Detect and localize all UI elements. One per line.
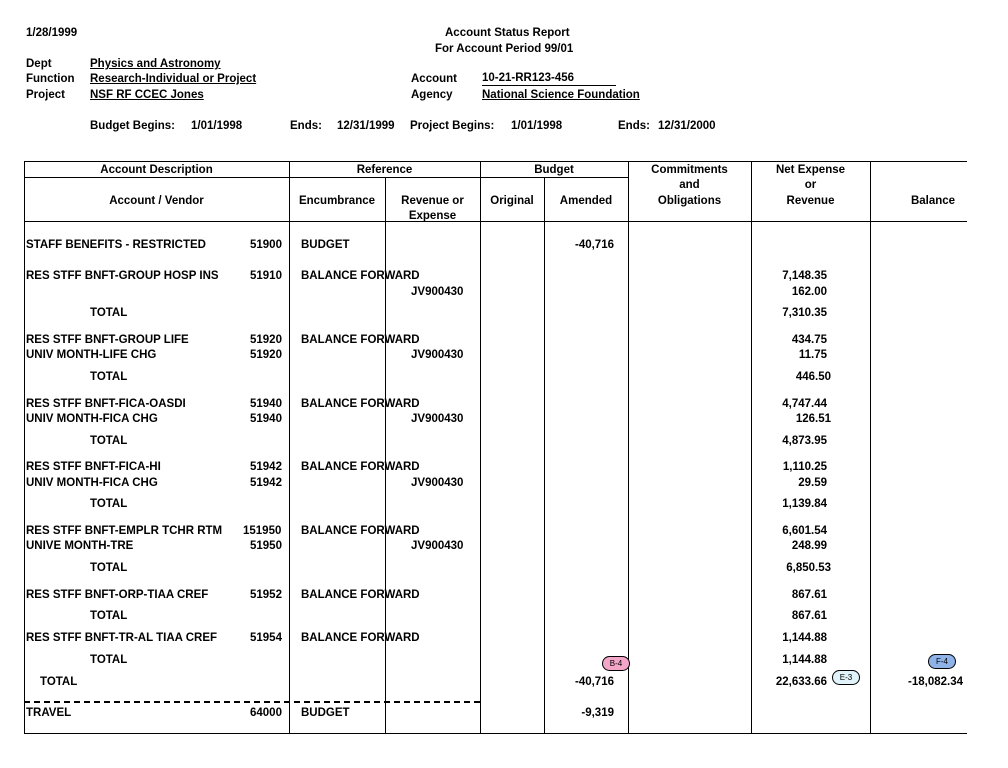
dept-label: Dept — [26, 58, 52, 70]
row-net: 1,139.84 — [782, 498, 827, 510]
row-code: 51910 — [250, 270, 282, 282]
col-expense: Expense — [408, 210, 457, 222]
row-encumbrance: BALANCE FORWARD — [301, 270, 420, 282]
row-desc: RES STFF BNFT-GROUP HOSP INS — [26, 270, 219, 282]
row-revenue-ref: JV900430 — [411, 349, 464, 361]
row-code: 51950 — [250, 540, 282, 552]
row-desc: UNIVE MONTH-TRE — [26, 540, 134, 552]
row-desc: RES STFF BNFT-TR-AL TIAA CREF — [26, 632, 218, 644]
col-account-vendor: Account / Vendor — [109, 195, 204, 207]
row-encumbrance: BALANCE FORWARD — [301, 334, 420, 346]
budget-begins-value: 1/01/1998 — [191, 120, 243, 132]
row-net: 4,873.95 — [782, 435, 827, 447]
row-net: 126.51 — [795, 413, 831, 425]
project-value: NSF RF CCEC Jones — [90, 89, 204, 101]
report-date: 1/28/1999 — [26, 27, 78, 39]
row-desc: UNIV MONTH-FICA CHG — [26, 413, 158, 425]
row-net: 446.50 — [795, 371, 831, 383]
row-amended: -40,716 — [574, 239, 614, 251]
budget-begins-label: Budget Begins: — [90, 120, 175, 132]
row-net: 6,850.53 — [786, 562, 831, 574]
grand-total-net: 22,633.66 — [775, 676, 827, 688]
row-net: 4,747.44 — [782, 398, 827, 410]
report-period: For Account Period 99/01 — [435, 43, 574, 55]
row-net: 7,148.35 — [782, 270, 827, 282]
row-desc: TOTAL — [90, 610, 128, 622]
badge-b4: B-4 — [602, 656, 630, 671]
row-net: 1,144.88 — [782, 632, 827, 644]
grand-total-amended: -40,716 — [574, 676, 614, 688]
project-begins-label: Project Begins: — [410, 120, 495, 132]
function-value: Research-Individual or Project — [90, 73, 257, 85]
col-net-revenue: Revenue — [786, 195, 835, 207]
col-reference: Reference — [356, 164, 413, 176]
row-code: 51942 — [250, 477, 282, 489]
row-code: 51942 — [250, 461, 282, 473]
row-revenue-ref: JV900430 — [411, 286, 464, 298]
row-desc: TOTAL — [90, 562, 128, 574]
row-encumbrance: BALANCE FORWARD — [301, 461, 420, 473]
row-encumbrance: BALANCE FORWARD — [301, 398, 420, 410]
project-label: Project — [26, 89, 65, 101]
row-encumbrance: BALANCE FORWARD — [301, 589, 420, 601]
row-revenue-ref: JV900430 — [411, 477, 464, 489]
row-code: 51900 — [250, 239, 282, 251]
row-encumbrance: BALANCE FORWARD — [301, 632, 420, 644]
row-desc: RES STFF BNFT-FICA-HI — [26, 461, 161, 473]
project-begins-value: 1/01/1998 — [511, 120, 563, 132]
dept-value: Physics and Astronomy — [90, 58, 221, 70]
row-desc: TOTAL — [90, 498, 128, 510]
row-code: 51952 — [250, 589, 282, 601]
row-revenue-ref: JV900430 — [411, 540, 464, 552]
col-net-expense: Net Expense — [775, 164, 846, 176]
badge-f4: F-4 — [928, 654, 956, 669]
project-ends-value: 12/31/2000 — [658, 120, 716, 132]
row-encumbrance: BALANCE FORWARD — [301, 525, 420, 537]
row-net: 6,601.54 — [782, 525, 827, 537]
report-title: Account Status Report — [445, 27, 570, 39]
row-desc: UNIV MONTH-LIFE CHG — [26, 349, 157, 361]
agency-label: Agency — [411, 89, 453, 101]
row-net: 1,110.25 — [782, 461, 827, 473]
row-net: 867.61 — [791, 589, 827, 601]
col-commitments-and: and — [679, 179, 700, 191]
col-commitments: Commitments — [651, 164, 728, 176]
row-code: 151950 — [243, 525, 282, 537]
row-code: 51954 — [250, 632, 282, 644]
row-code: 51920 — [250, 334, 282, 346]
row-net: 162.00 — [791, 286, 827, 298]
col-balance: Balance — [910, 195, 956, 207]
row-desc: TOTAL — [90, 654, 128, 666]
row-code: 64000 — [250, 707, 282, 719]
agency-value: National Science Foundation — [482, 89, 640, 101]
row-net: 248.99 — [791, 540, 827, 552]
row-desc: TOTAL — [90, 307, 128, 319]
row-net: 434.75 — [791, 334, 827, 346]
col-original: Original — [490, 195, 534, 207]
col-revenue-or: Revenue or — [401, 195, 464, 207]
col-account-description: Account Description — [100, 164, 213, 176]
row-code: 51920 — [250, 349, 282, 361]
row-desc: RES STFF BNFT-EMPLR TCHR RTM — [26, 525, 223, 537]
account-label: Account — [411, 73, 457, 85]
row-amended: -9,319 — [581, 707, 614, 719]
row-desc: TRAVEL — [26, 707, 72, 719]
row-desc: TOTAL — [90, 435, 128, 447]
row-net: 29.59 — [798, 477, 827, 489]
row-desc: RES STFF BNFT-GROUP LIFE — [26, 334, 189, 346]
row-encumbrance: BUDGET — [301, 239, 350, 251]
budget-ends-label: Ends: — [290, 120, 322, 132]
row-desc: RES STFF BNFT-ORP-TIAA CREF — [26, 589, 209, 601]
row-encumbrance: BUDGET — [301, 707, 350, 719]
budget-ends-value: 12/31/1999 — [337, 120, 395, 132]
row-code: 51940 — [250, 398, 282, 410]
project-ends-label: Ends: — [618, 120, 650, 132]
row-code: 51940 — [250, 413, 282, 425]
row-desc: STAFF BENEFITS - RESTRICTED — [26, 239, 206, 251]
col-budget: Budget — [534, 164, 574, 176]
col-amended: Amended — [559, 195, 613, 207]
row-desc: UNIV MONTH-FICA CHG — [26, 477, 158, 489]
row-revenue-ref: JV900430 — [411, 413, 464, 425]
col-encumbrance: Encumbrance — [298, 195, 376, 207]
row-desc: TOTAL — [90, 371, 128, 383]
account-value: 10-21-RR123-456 — [482, 72, 616, 86]
grand-total-balance: -18,082.34 — [908, 676, 963, 688]
badge-e3: E-3 — [832, 670, 860, 685]
row-net: 11.75 — [798, 349, 827, 361]
grand-total-label: TOTAL — [40, 676, 78, 688]
row-desc: RES STFF BNFT-FICA-OASDI — [26, 398, 186, 410]
function-label: Function — [26, 73, 75, 85]
col-commitments-obligations: Obligations — [657, 195, 722, 207]
row-net: 7,310.35 — [782, 307, 827, 319]
row-net: 1,144.88 — [782, 654, 827, 666]
row-net: 867.61 — [791, 610, 827, 622]
col-net-or: or — [804, 179, 817, 191]
